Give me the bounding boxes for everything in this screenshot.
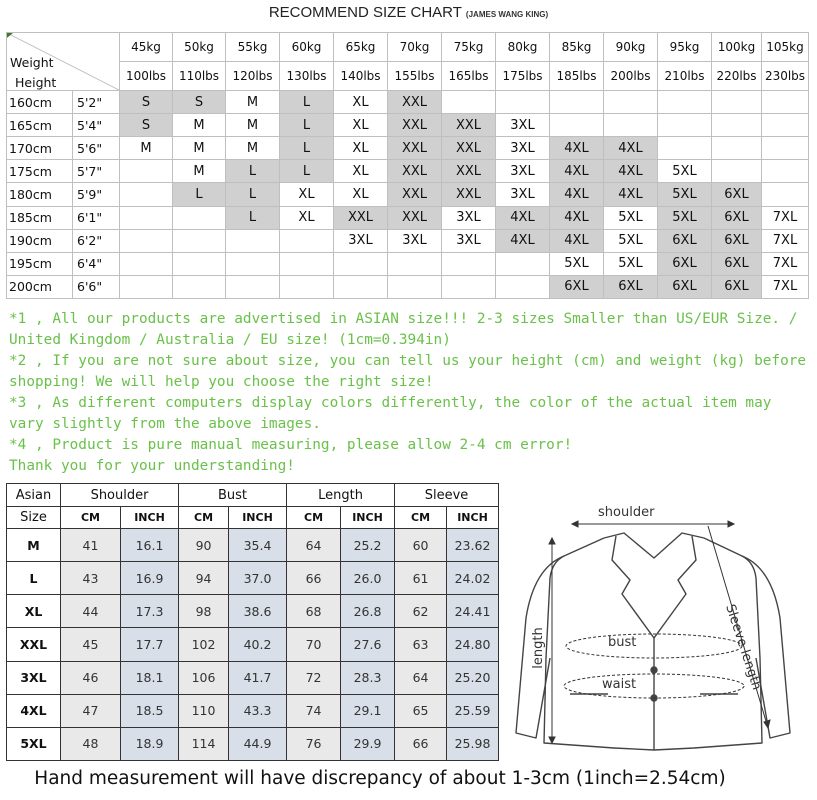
size-cell: 3XL (496, 137, 550, 160)
size-cell (173, 252, 226, 275)
weight-lbs-header: 175lbs (496, 62, 550, 91)
value-cm: 74 (287, 694, 341, 727)
size-cell (120, 275, 173, 298)
weight-lbs-row (7, 62, 809, 91)
unit-cm: CM (61, 507, 121, 529)
unit-header-row (7, 507, 499, 529)
weight-lbs-header: 100lbs (120, 62, 173, 91)
value-cm: 46 (61, 661, 121, 694)
size-cell: 5XL (658, 160, 712, 183)
size-cell: 5XL (658, 183, 712, 206)
height-ft: 5'9" (73, 183, 120, 206)
size-cell (550, 114, 604, 137)
value-inch: 43.3 (229, 694, 287, 727)
size-cell (762, 114, 809, 137)
unit-inch: INCH (121, 507, 179, 529)
height-row (7, 91, 809, 114)
unit-cm: CM (287, 507, 341, 529)
size-cell: 4XL (550, 160, 604, 183)
weight-kg-header: 100kg (712, 33, 762, 62)
weight-lbs-header: 200lbs (604, 62, 658, 91)
size-cell: M (173, 160, 226, 183)
height-ft: 6'1" (73, 206, 120, 229)
value-cm: 61 (395, 562, 447, 595)
size-name: 3XL (7, 661, 61, 694)
diagram-sleeve-label: Sleeve length (722, 602, 765, 692)
height-ft: 5'2" (73, 91, 120, 114)
height-cm: 175cm (7, 160, 73, 183)
value-inch: 26.8 (341, 595, 395, 628)
size-cell: XXL (388, 183, 442, 206)
size-cell (712, 137, 762, 160)
value-inch: 16.9 (121, 562, 179, 595)
size-name: XL (7, 595, 61, 628)
size-cell: XXL (388, 160, 442, 183)
corner-weight-label: Weight (10, 55, 54, 70)
size-cell (496, 275, 550, 298)
size-cell: L (226, 206, 280, 229)
size-cell (442, 91, 496, 114)
value-inch: 17.7 (121, 628, 179, 661)
size-cell: 4XL (496, 229, 550, 252)
size-cell: M (173, 137, 226, 160)
size-cell: XXL (334, 206, 388, 229)
size-cell: 5XL (658, 206, 712, 229)
size-cell (442, 252, 496, 275)
height-ft: 5'6" (73, 137, 120, 160)
measure-row (7, 529, 499, 562)
value-inch: 18.9 (121, 727, 179, 760)
size-cell: 7XL (762, 275, 809, 298)
value-inch: 25.59 (447, 694, 499, 727)
measurement-table (6, 483, 499, 761)
size-cell: S (173, 91, 226, 114)
value-cm: 68 (287, 595, 341, 628)
weight-lbs-header: 130lbs (280, 62, 334, 91)
size-cell (658, 114, 712, 137)
height-ft: 6'4" (73, 252, 120, 275)
value-inch: 18.5 (121, 694, 179, 727)
value-inch: 24.41 (447, 595, 499, 628)
height-cm: 170cm (7, 137, 73, 160)
value-inch: 25.98 (447, 727, 499, 760)
weight-lbs-header: 230lbs (762, 62, 809, 91)
size-cell (120, 229, 173, 252)
weight-kg-header: 50kg (173, 33, 226, 62)
height-cm: 160cm (7, 91, 73, 114)
size-cell (496, 252, 550, 275)
size-cell: XXL (388, 206, 442, 229)
value-cm: 41 (61, 529, 121, 562)
value-inch: 37.0 (229, 562, 287, 595)
value-inch: 26.0 (341, 562, 395, 595)
size-cell: 6XL (712, 206, 762, 229)
size-cell (280, 229, 334, 252)
value-cm: 63 (395, 628, 447, 661)
value-inch: 38.6 (229, 595, 287, 628)
value-inch: 29.9 (341, 727, 395, 760)
weight-kg-header: 95kg (658, 33, 712, 62)
value-inch: 29.1 (341, 694, 395, 727)
size-label: Size (7, 507, 61, 529)
size-cell (658, 91, 712, 114)
weight-height-corner (7, 33, 120, 91)
height-ft: 5'7" (73, 160, 120, 183)
size-cell: XXL (442, 160, 496, 183)
group-shoulder: Shoulder (61, 484, 179, 507)
unit-cm: CM (179, 507, 229, 529)
size-cell: 5XL (604, 206, 658, 229)
value-inch: 17.3 (121, 595, 179, 628)
size-cell: XXL (388, 91, 442, 114)
size-cell (173, 275, 226, 298)
weight-kg-header: 70kg (388, 33, 442, 62)
value-cm: 72 (287, 661, 341, 694)
group-bust: Bust (179, 484, 287, 507)
size-cell: 4XL (550, 206, 604, 229)
height-cm: 190cm (7, 229, 73, 252)
diagram-length-label: length (531, 627, 546, 669)
size-cell: 3XL (442, 206, 496, 229)
size-cell: 7XL (762, 206, 809, 229)
height-cm: 185cm (7, 206, 73, 229)
size-name: XXL (7, 628, 61, 661)
size-cell: XL (334, 137, 388, 160)
note-line: *4 , Product is pure manual measuring, please allow 2-4 cm error! (9, 437, 573, 453)
size-cell: 5XL (550, 252, 604, 275)
height-cm: 180cm (7, 183, 73, 206)
size-cell: 4XL (550, 229, 604, 252)
size-cell (280, 252, 334, 275)
value-cm: 106 (179, 661, 229, 694)
size-cell (604, 114, 658, 137)
size-cell: L (280, 91, 334, 114)
weight-kg-header: 60kg (280, 33, 334, 62)
size-cell: XXL (442, 183, 496, 206)
size-cell (762, 137, 809, 160)
group-sleeve: Sleeve (395, 484, 499, 507)
value-inch: 25.2 (341, 529, 395, 562)
size-cell: 6XL (712, 252, 762, 275)
weight-lbs-header: 140lbs (334, 62, 388, 91)
title-brand: (JAMES WANG KING) (465, 10, 549, 19)
diagram-waist-label: waist (602, 677, 637, 692)
size-cell (658, 137, 712, 160)
size-cell: S (120, 91, 173, 114)
size-cell (120, 206, 173, 229)
weight-lbs-header: 165lbs (442, 62, 496, 91)
value-inch: 24.02 (447, 562, 499, 595)
note-line: Thank you for your understanding! (9, 458, 295, 474)
weight-kg-header: 75kg (442, 33, 496, 62)
value-cm: 102 (179, 628, 229, 661)
size-cell: M (226, 91, 280, 114)
weight-lbs-header: 120lbs (226, 62, 280, 91)
footer-note: Hand measurement will have discrepancy of about 1-3cm (1inch=2.54cm) (34, 768, 726, 789)
height-cm: 200cm (7, 275, 73, 298)
size-cell: 7XL (762, 252, 809, 275)
size-cell: XL (334, 160, 388, 183)
height-row (7, 252, 809, 275)
unit-cm: CM (395, 507, 447, 529)
height-row (7, 206, 809, 229)
value-cm: 48 (61, 727, 121, 760)
group-header-row (7, 484, 499, 507)
size-cell: XXL (388, 137, 442, 160)
size-cell (120, 252, 173, 275)
weight-lbs-header: 220lbs (712, 62, 762, 91)
notes (9, 309, 809, 477)
weight-lbs-header: 210lbs (658, 62, 712, 91)
size-cell: 3XL (388, 229, 442, 252)
size-cell: 6XL (604, 275, 658, 298)
size-cell (388, 252, 442, 275)
asian-label: Asian (7, 484, 61, 507)
value-inch: 28.3 (341, 661, 395, 694)
value-cm: 66 (395, 727, 447, 760)
weight-kg-header: 105kg (762, 33, 809, 62)
height-row (7, 275, 809, 298)
size-cell: 4XL (604, 137, 658, 160)
weight-lbs-header: 155lbs (388, 62, 442, 91)
size-cell (442, 275, 496, 298)
size-cell: XL (280, 183, 334, 206)
height-ft: 5'4" (73, 114, 120, 137)
value-cm: 45 (61, 628, 121, 661)
size-cell (762, 160, 809, 183)
size-cell (604, 91, 658, 114)
chart-title (0, 4, 817, 22)
size-cell: 3XL (442, 229, 496, 252)
size-cell (226, 252, 280, 275)
unit-inch: INCH (341, 507, 395, 529)
size-cell: XL (334, 114, 388, 137)
size-cell (496, 91, 550, 114)
value-inch: 25.20 (447, 661, 499, 694)
size-cell: 3XL (496, 160, 550, 183)
value-inch: 27.6 (341, 628, 395, 661)
measure-row (7, 661, 499, 694)
value-cm: 60 (395, 529, 447, 562)
size-cell (712, 114, 762, 137)
value-cm: 94 (179, 562, 229, 595)
diagram-shoulder-label: shoulder (598, 505, 655, 520)
size-cell: 6XL (658, 229, 712, 252)
size-cell (173, 206, 226, 229)
size-cell (226, 275, 280, 298)
size-name: M (7, 529, 61, 562)
size-cell: S (120, 114, 173, 137)
note-line: *3 , As different computers display colors differently, the color of the actual item may vary slightly from the above images. (9, 395, 772, 432)
size-cell: 6XL (658, 252, 712, 275)
title-main: RECOMMEND SIZE CHART (268, 4, 462, 21)
size-cell (280, 275, 334, 298)
size-cell: XL (280, 206, 334, 229)
size-cell (334, 252, 388, 275)
size-cell: XXL (442, 137, 496, 160)
size-cell: 6XL (712, 275, 762, 298)
value-inch: 18.1 (121, 661, 179, 694)
value-cm: 66 (287, 562, 341, 595)
diagram-bust-label: bust (608, 635, 637, 650)
size-cell: 3XL (496, 114, 550, 137)
size-cell (173, 229, 226, 252)
value-inch: 24.80 (447, 628, 499, 661)
size-cell (550, 91, 604, 114)
weight-kg-header: 90kg (604, 33, 658, 62)
height-row (7, 114, 809, 137)
size-cell: 6XL (658, 275, 712, 298)
measure-row (7, 694, 499, 727)
value-inch: 44.9 (229, 727, 287, 760)
size-cell: XXL (388, 114, 442, 137)
height-row (7, 183, 809, 206)
size-cell (120, 160, 173, 183)
size-cell: 4XL (496, 206, 550, 229)
size-cell: XL (334, 183, 388, 206)
jacket-diagram (504, 498, 804, 768)
weight-kg-row (7, 33, 809, 62)
size-cell: 4XL (550, 137, 604, 160)
value-cm: 65 (395, 694, 447, 727)
unit-inch: INCH (447, 507, 499, 529)
value-inch: 41.7 (229, 661, 287, 694)
weight-lbs-header: 185lbs (550, 62, 604, 91)
value-inch: 40.2 (229, 628, 287, 661)
size-cell: 4XL (604, 160, 658, 183)
size-cell (762, 91, 809, 114)
size-name: 4XL (7, 694, 61, 727)
size-cell: 6XL (712, 229, 762, 252)
value-inch: 16.1 (121, 529, 179, 562)
height-cm: 165cm (7, 114, 73, 137)
size-cell: M (120, 137, 173, 160)
value-inch: 23.62 (447, 529, 499, 562)
size-cell: L (173, 183, 226, 206)
note-line: *2 , If you are not sure about size, you can tell us your height (cm) and weight (kg) before shopping! We will help you choose the right size! (9, 353, 807, 390)
size-cell: L (226, 160, 280, 183)
size-cell (226, 229, 280, 252)
size-cell: L (280, 137, 334, 160)
size-cell: 7XL (762, 229, 809, 252)
size-cell: 6XL (550, 275, 604, 298)
weight-lbs-header: 110lbs (173, 62, 226, 91)
size-cell: M (226, 114, 280, 137)
height-cm: 195cm (7, 252, 73, 275)
value-cm: 98 (179, 595, 229, 628)
value-cm: 44 (61, 595, 121, 628)
size-cell: L (280, 160, 334, 183)
value-cm: 47 (61, 694, 121, 727)
measure-row (7, 562, 499, 595)
size-cell: XL (334, 91, 388, 114)
corner-height-label: Height (15, 75, 57, 90)
size-cell: 5XL (604, 229, 658, 252)
value-cm: 110 (179, 694, 229, 727)
height-ft: 6'6" (73, 275, 120, 298)
recommend-size-table (6, 32, 809, 299)
value-cm: 64 (287, 529, 341, 562)
size-cell: 4XL (604, 183, 658, 206)
height-row (7, 160, 809, 183)
value-inch: 35.4 (229, 529, 287, 562)
measure-row (7, 727, 499, 760)
size-cell (120, 183, 173, 206)
group-length: Length (287, 484, 395, 507)
weight-kg-header: 55kg (226, 33, 280, 62)
value-cm: 70 (287, 628, 341, 661)
size-name: L (7, 562, 61, 595)
size-cell (762, 183, 809, 206)
size-cell (334, 275, 388, 298)
size-cell: M (173, 114, 226, 137)
value-cm: 62 (395, 595, 447, 628)
height-row (7, 137, 809, 160)
size-cell (712, 91, 762, 114)
size-name: 5XL (7, 727, 61, 760)
size-cell (388, 275, 442, 298)
unit-inch: INCH (229, 507, 287, 529)
measure-row (7, 595, 499, 628)
value-cm: 114 (179, 727, 229, 760)
size-cell: 3XL (496, 183, 550, 206)
height-ft: 6'2" (73, 229, 120, 252)
weight-kg-header: 65kg (334, 33, 388, 62)
height-row (7, 229, 809, 252)
weight-kg-header: 85kg (550, 33, 604, 62)
measure-row (7, 628, 499, 661)
size-cell: L (280, 114, 334, 137)
size-cell: L (226, 183, 280, 206)
note-line: *1 , All our products are advertised in ASIAN size!!! 2-3 sizes Smaller than US/EUR Size. / United Kingdom / Australia / EU size! (1cm=0.394in) (9, 311, 798, 348)
size-cell: 6XL (712, 183, 762, 206)
value-cm: 76 (287, 727, 341, 760)
size-cell: 4XL (550, 183, 604, 206)
value-cm: 90 (179, 529, 229, 562)
weight-kg-header: 45kg (120, 33, 173, 62)
size-cell: 3XL (334, 229, 388, 252)
weight-kg-header: 80kg (496, 33, 550, 62)
size-cell: M (226, 137, 280, 160)
size-cell: 5XL (604, 252, 658, 275)
size-cell: XXL (442, 114, 496, 137)
size-cell (712, 160, 762, 183)
value-cm: 64 (395, 661, 447, 694)
value-cm: 43 (61, 562, 121, 595)
